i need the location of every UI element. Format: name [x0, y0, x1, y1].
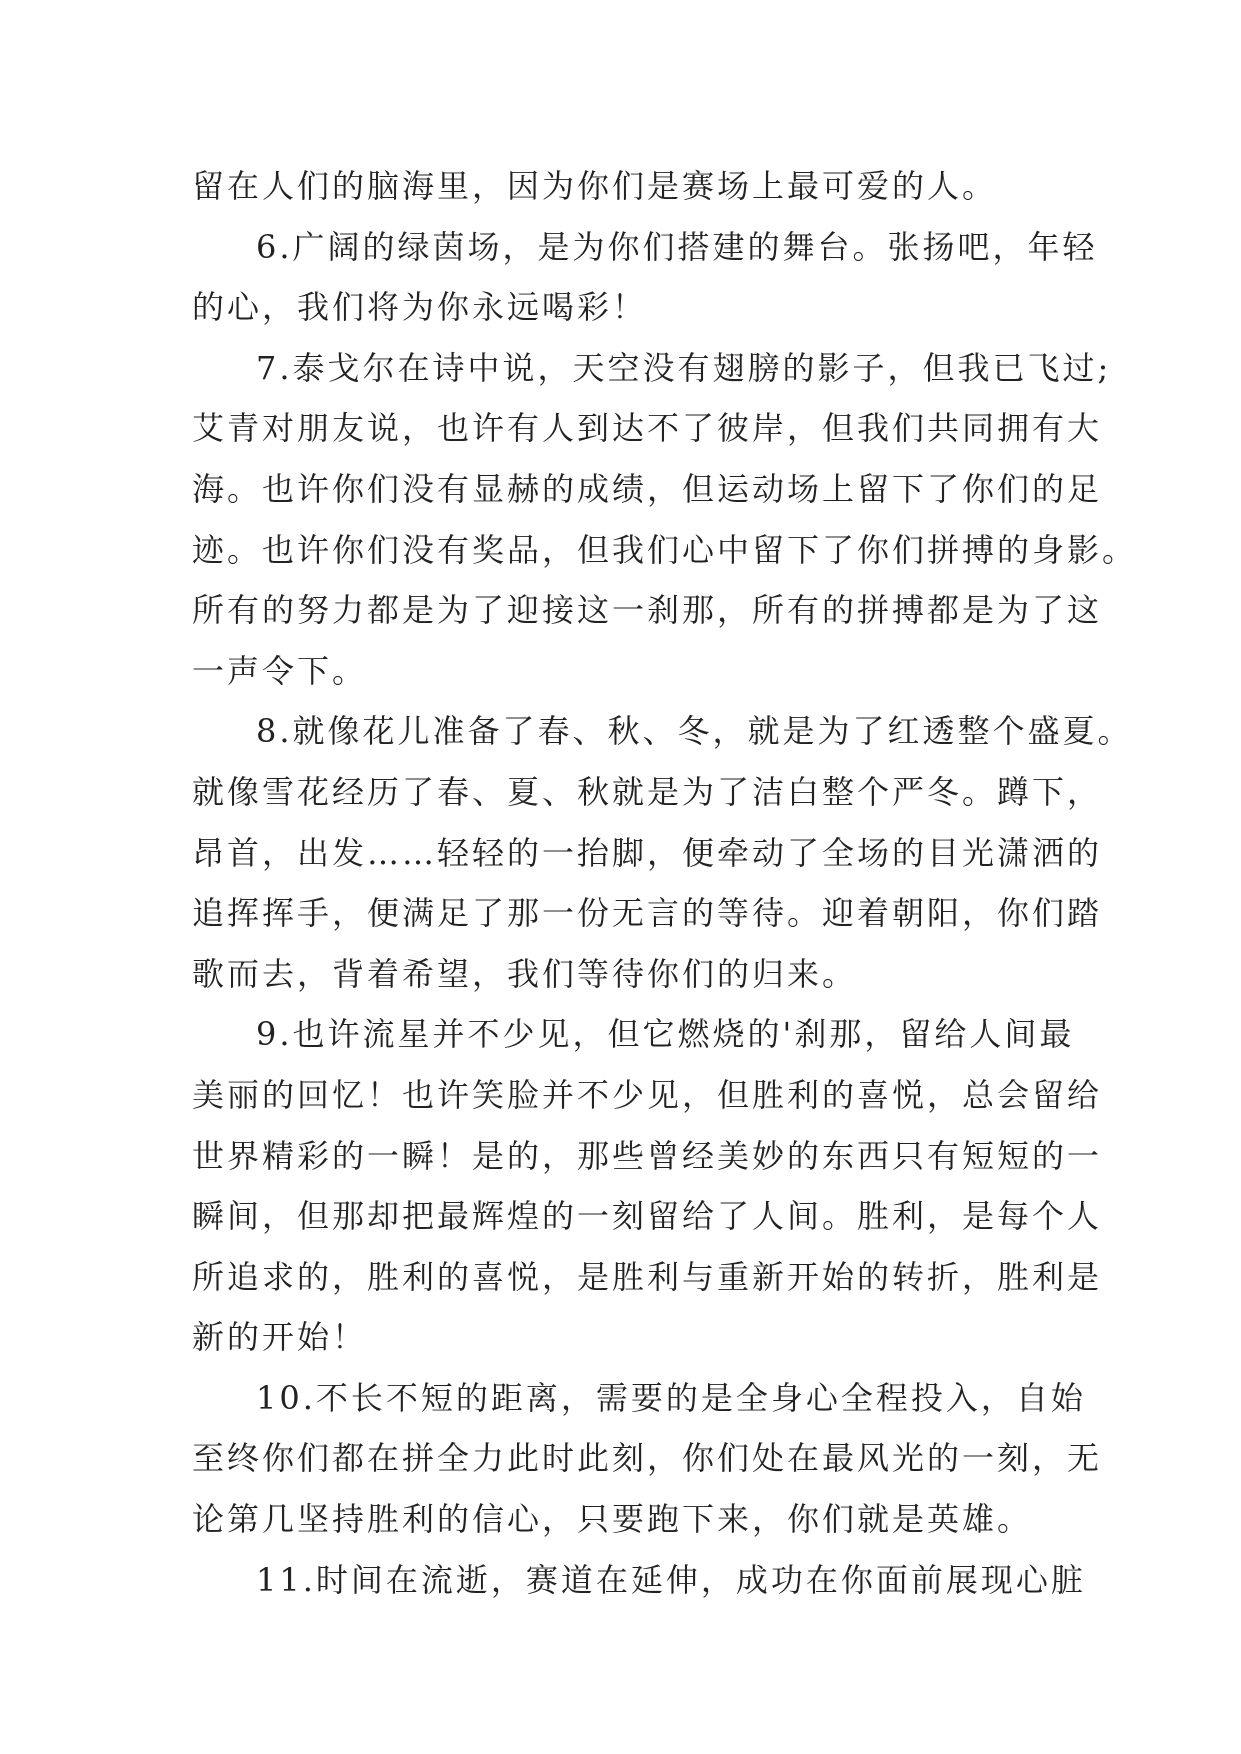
paragraph-8-line-5: 歌而去，背着希望，我们等待你们的归来。: [192, 954, 858, 993]
paragraph-7-line-4: 迹。也许你们没有奖品，但我们心中留下了你们拼搏的身影。: [192, 530, 1138, 569]
paragraph-8-line-4: 追挥挥手，便满足了那一份无言的等待。迎着朝阳，你们踏: [192, 894, 1103, 933]
paragraph-10-line-1: 10.不长不短的距离，需要的是全身心全程投入，自始: [256, 1378, 1086, 1417]
paragraph-8-line-1: 8.就像花儿准备了春、秋、冬，就是为了红透整个盛夏。: [256, 712, 1133, 751]
paragraph-5-line-1: 留在人们的脑海里，因为你们是赛场上最可爱的人。: [192, 167, 998, 205]
paragraph-8-line-2: 就像雪花经历了春、夏、秋就是为了洁白整个严冬。蹲下，: [192, 772, 1103, 811]
paragraph-6-line-2: 的心，我们将为你永远喝彩！: [192, 288, 648, 327]
paragraph-10-line-3: 论第几坚持胜利的信心，只要跑下来，你们就是英雄。: [192, 1500, 1033, 1539]
paragraph-7-line-2: 艾青对朋友说，也许有人到达不了彼岸，但我们共同拥有大: [192, 409, 1103, 448]
paragraph-9-line-4: 瞬间，但那却把最辉煌的一刻留给了人间。胜利，是每个人: [192, 1197, 1103, 1236]
paragraph-9-line-3: 世界精彩的一瞬！是的，那些曾经美妙的东西只有短短的一: [192, 1136, 1103, 1175]
paragraph-11-line-1: 11.时间在流逝，赛道在延伸，成功在你面前展现心脏: [256, 1560, 1086, 1599]
paragraph-7-line-3: 海。也许你们没有显赫的成绩，但运动场上留下了你们的足: [192, 469, 1103, 508]
paragraph-10-line-2: 至终你们都在拼全力此时此刻，你们处在最风光的一刻，无: [192, 1439, 1103, 1478]
paragraph-9-line-5: 所追求的，胜利的喜悦，是胜利与重新开始的转折，胜利是: [192, 1257, 1103, 1296]
paragraph-6-line-1: 6.广阔的绿茵场，是为你们搭建的舞台。张扬吧，年轻: [256, 227, 1098, 266]
paragraph-9-line-2: 美丽的回忆！也许笑脸并不少见，但胜利的喜悦，总会留给: [192, 1075, 1103, 1114]
paragraph-7-line-5: 所有的努力都是为了迎接这一刹那，所有的拼搏都是为了这: [192, 591, 1103, 630]
paragraph-9-line-6: 新的开始！: [192, 1318, 368, 1357]
paragraph-7-line-6: 一声令下。: [192, 651, 368, 690]
paragraph-8-line-3: 昂首，出发……轻轻的一抬脚，便牵动了全场的目光潇洒的: [192, 833, 1103, 872]
paragraph-9-line-1: 9.也许流星并不少见，但它燃烧的'刹那，留给人间最: [256, 1015, 1075, 1054]
document-body: [192, 156, 1138, 1610]
paragraph-7-line-1: 7.泰戈尔在诗中说，天空没有翅膀的影子，但我已飞过;: [256, 348, 1112, 387]
